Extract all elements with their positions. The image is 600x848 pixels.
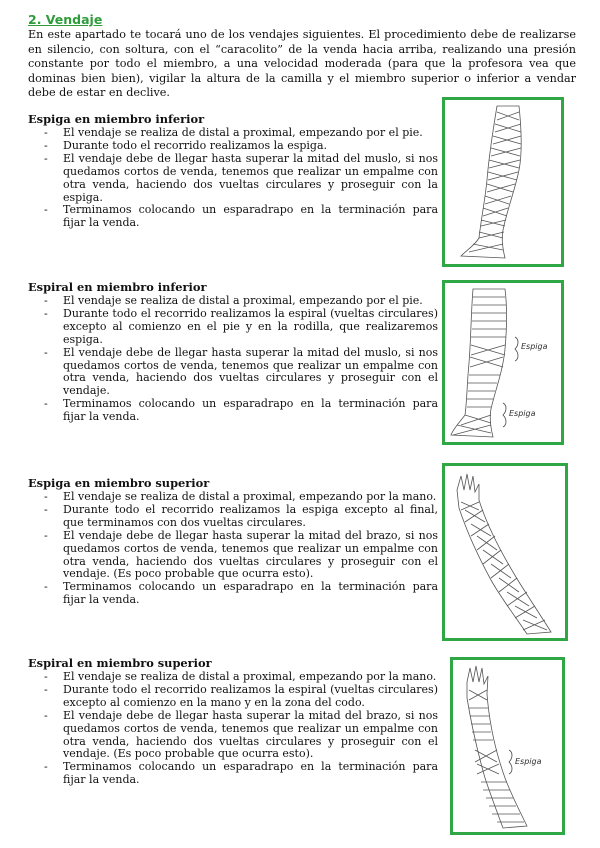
bullet-list [28, 127, 438, 230]
list-item: - El vendaje debe de llegar hasta superar la mitad del muslo, si nos quedamos cortos de venda, tenemos que realizar un empalme con otra venda, haciendo dos vueltas circulares y proseguir con la espiga. [44, 151, 438, 204]
list-item: - El vendaje se realiza de distal a proximal, empezando por la mano. [44, 490, 437, 503]
leg-spiral-bandage-figure [442, 280, 564, 445]
section-heading: 2. Vendaje [28, 12, 103, 27]
list-item: - Durante todo el recorrido realizamos la espiga. [44, 138, 327, 152]
list-item: - El vendaje debe de llegar hasta superar la mitad del brazo, si nos quedamos cortos de venda, tenemos que realizar un empalme con otra venda, haciendo dos vueltas circulares y proseguir con el vendaje. (Es poco probable que ocurra esto). [44, 708, 438, 761]
bullet-list [28, 671, 438, 787]
list-item: - Terminamos colocando un esparadrapo en la terminación para fijar la venda. [44, 580, 438, 607]
list-item: - Durante todo el recorrido realizamos la espiga excepto al final, que terminamos con dos vueltas circulares. [44, 502, 438, 529]
leg-sketch [445, 100, 561, 264]
section-espiral-miembro-superior [28, 656, 438, 787]
list-item: - Durante todo el recorrido realizamos la espiral (vueltas circulares) excepto al comienzo en la mano y en la zona del codo. [44, 682, 438, 709]
list-item: - Terminamos colocando un esparadrapo en la terminación para fijar la venda. [44, 203, 438, 230]
list-item: - El vendaje se realiza de distal a proximal, empezando por la mano. [44, 670, 437, 683]
bullet-list [28, 295, 438, 424]
list-item: - El vendaje debe de llegar hasta superar la mitad del muslo, si nos quedamos cortos de venda, tenemos que realizar un empalme con otra venda, haciendo dos vueltas circulares y proseguir con el vendaje. [44, 345, 438, 398]
list-item: - Terminamos colocando un esparadrapo en la terminación para fijar la venda. [44, 760, 438, 787]
intro-paragraph: En este apartado te tocará uno de los vendajes siguientes. El procedimiento debe de realizarse en silencio, con soltura, con el “caracolito” de la venda hacia arriba, realizando una presión constante por todo el miembro, a una velocidad moderada (para que la profesora vea que dominas bien bien), vigilar la altura de la camilla y el miembro superior o inferior a vendar debe de estar en declive. [28, 28, 576, 100]
list-item: - El vendaje se realiza de distal a proximal, empezando por el pie. [44, 294, 423, 307]
bullet-list [28, 491, 438, 607]
arm-spica-bandage-figure [442, 463, 568, 641]
spica-label: Espiga [515, 757, 542, 766]
arm-sketch [445, 466, 565, 638]
leg-spica-bandage-figure [442, 97, 564, 267]
section-title: Espiga en miembro superior [28, 476, 210, 490]
spica-label: Espiga [509, 409, 536, 418]
section-espiral-miembro-inferior [28, 280, 438, 424]
section-espiga-miembro-inferior [28, 112, 438, 230]
list-item: - El vendaje se realiza de distal a proximal, empezando por el pie. [44, 126, 423, 139]
arm-sketch [453, 660, 562, 832]
section-espiga-miembro-superior [28, 476, 438, 607]
list-item: - El vendaje debe de llegar hasta superar la mitad del brazo, si nos quedamos cortos de venda, tenemos que realizar un empalme con otra venda, haciendo dos vueltas circulares y proseguir con el vendaje. (Es poco probable que ocurra esto). [44, 528, 438, 581]
section-title: Espiral en miembro superior [28, 656, 212, 670]
arm-spiral-bandage-figure [450, 657, 565, 835]
section-title: Espiral en miembro inferior [28, 280, 207, 294]
list-item: - Durante todo el recorrido realizamos la espiral (vueltas circulares) excepto al comienzo en el pie y en la rodilla, que realizaremos espiga. [44, 306, 438, 346]
section-title: Espiga en miembro inferior [28, 112, 205, 126]
list-item: - Terminamos colocando un esparadrapo en la terminación para fijar la venda. [44, 397, 438, 424]
leg-sketch [445, 283, 561, 442]
spica-label: Espiga [521, 342, 548, 351]
